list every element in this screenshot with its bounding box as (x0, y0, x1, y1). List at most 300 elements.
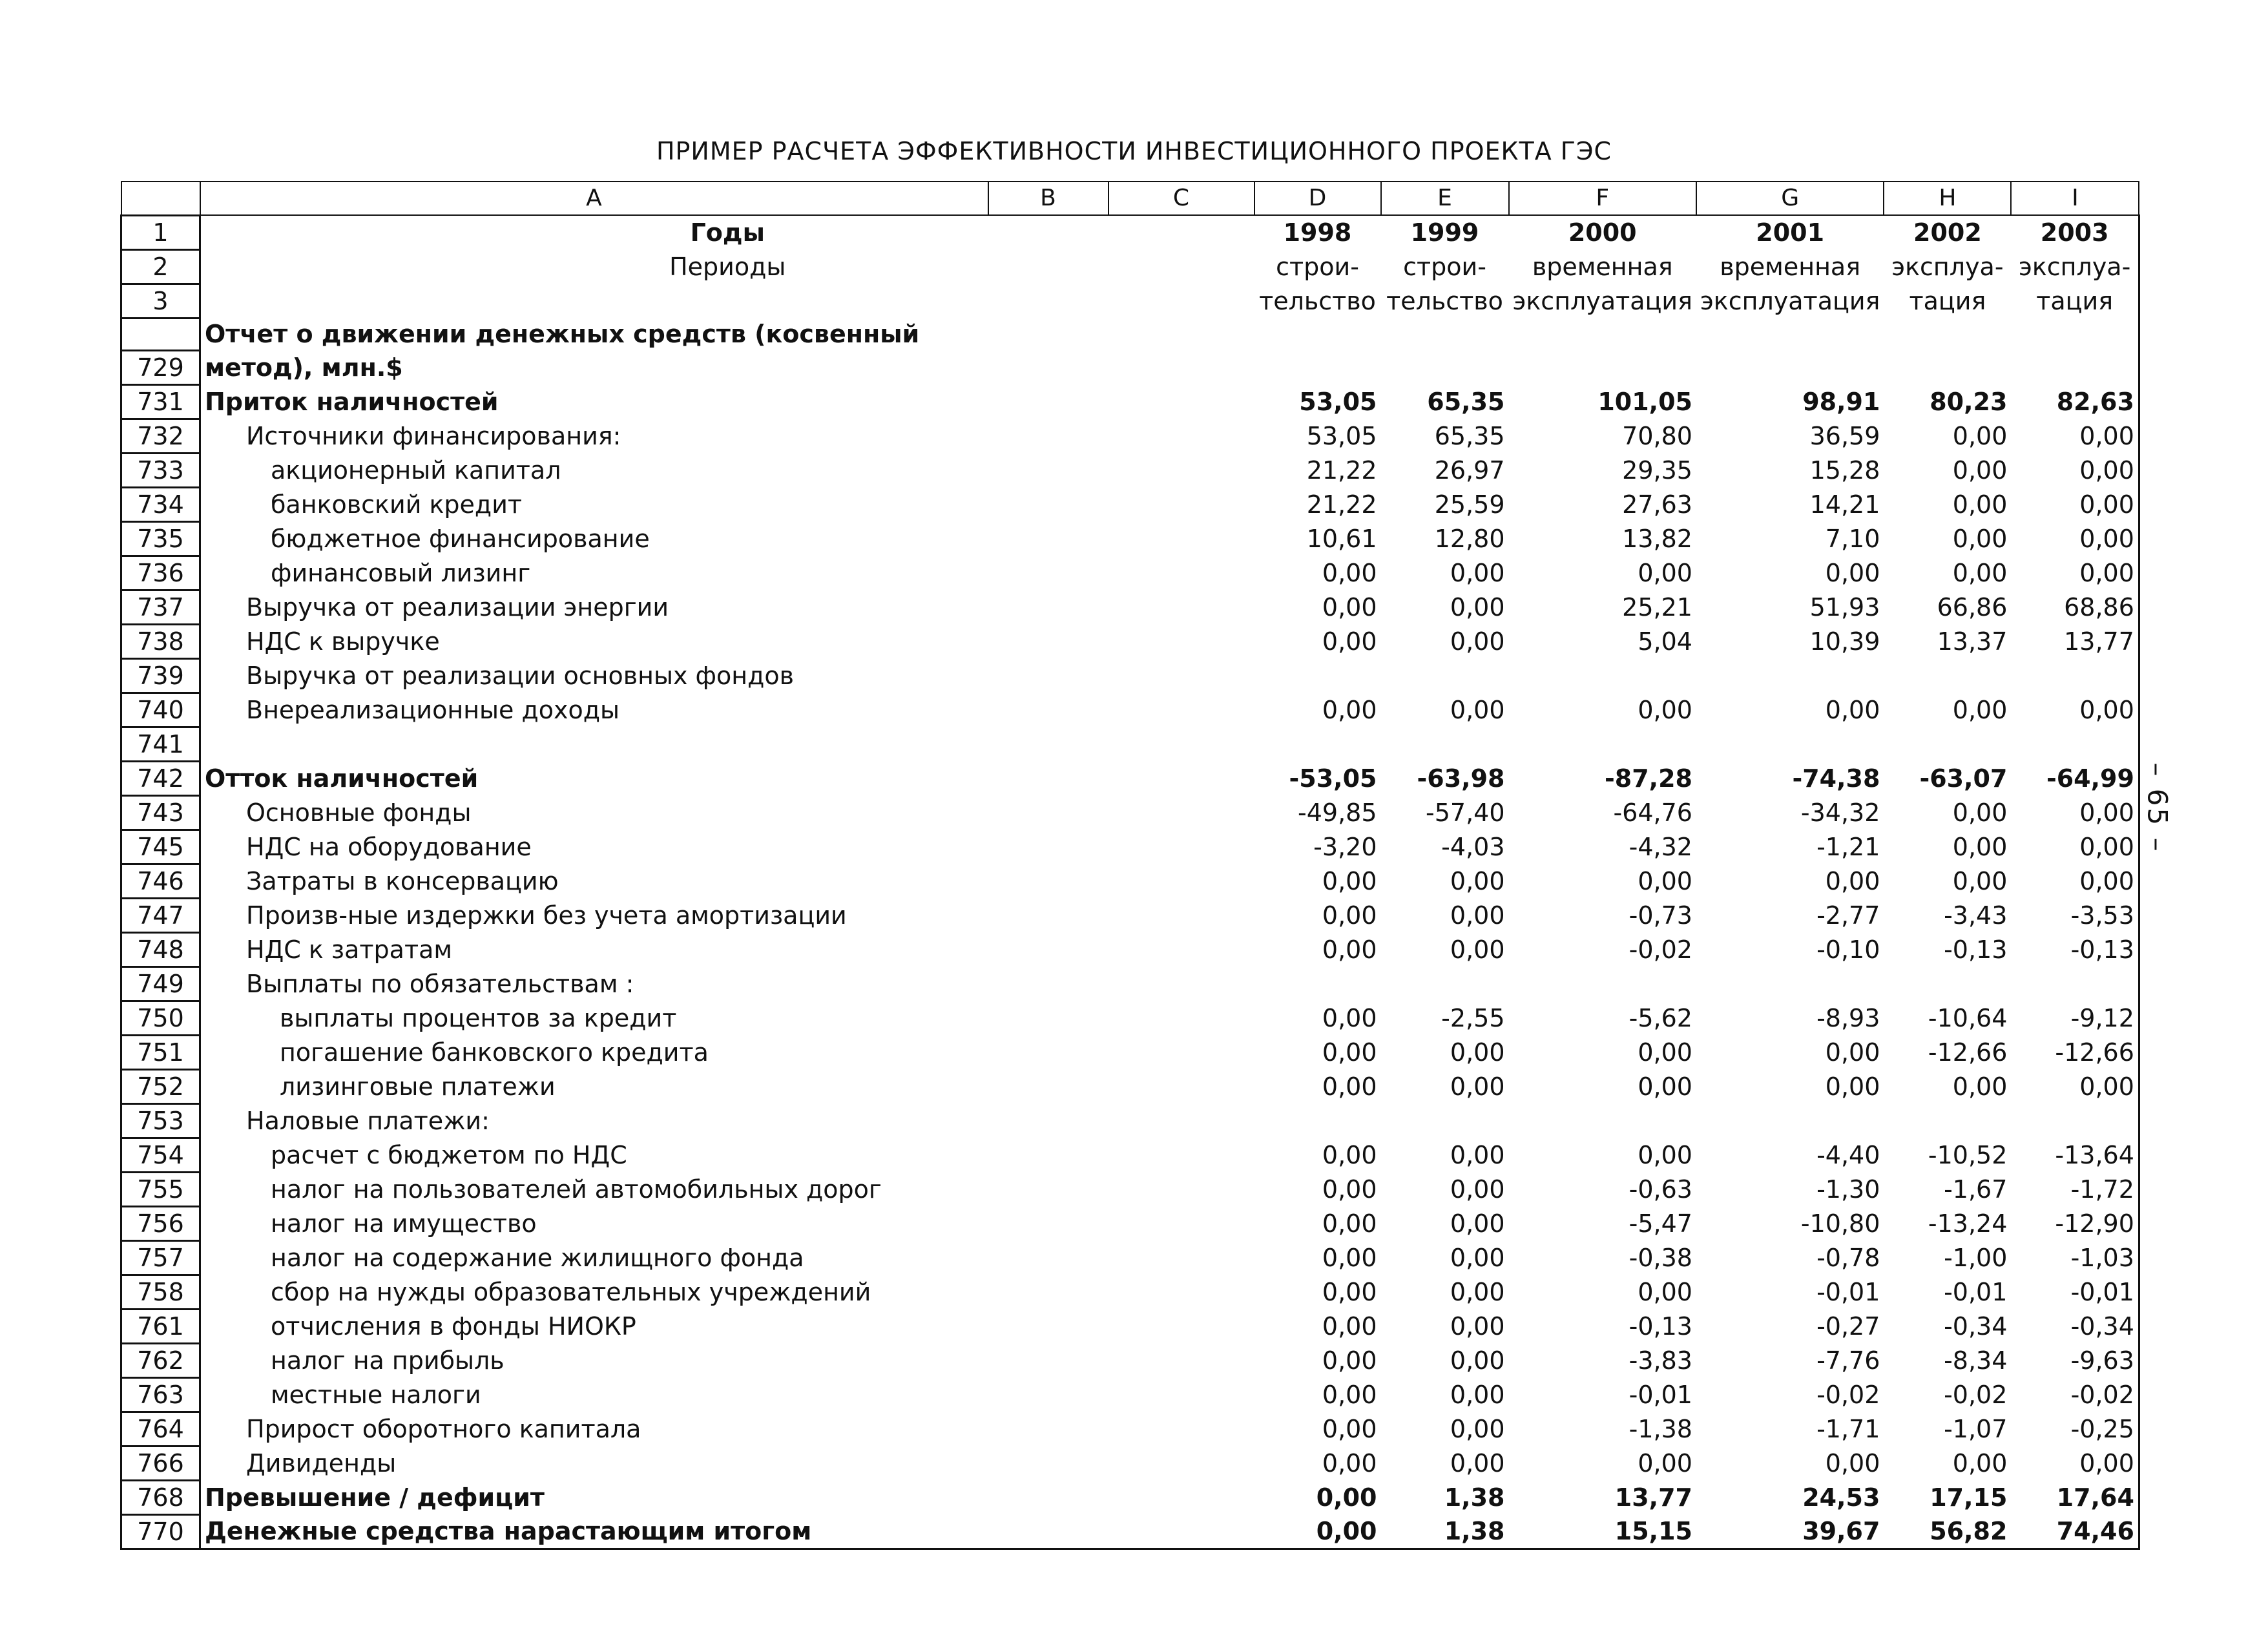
value-cell[interactable]: -0,34 (2011, 1309, 2139, 1343)
value-cell[interactable]: -5,47 (1628, 1209, 1692, 1238)
value-cell[interactable]: 98,91 (1802, 387, 1880, 416)
column-header-i[interactable]: I (2011, 182, 2139, 215)
value-cell[interactable]: 0,00 (1450, 1414, 1505, 1443)
value-cell[interactable]: 2001 (1756, 218, 1825, 247)
value-cell[interactable] (1509, 350, 1696, 384)
row-label[interactable]: отчисления в фонды НИОКР (200, 1309, 1254, 1343)
value-cell[interactable]: эксплуа- (1891, 252, 2004, 281)
value-cell[interactable]: 0,00 (2011, 864, 2139, 898)
value-cell[interactable]: 0,00 (1322, 1140, 1377, 1169)
value-cell[interactable]: -63,07 (1919, 764, 2008, 793)
row-label[interactable]: погашение банковского кредита (200, 1035, 1254, 1069)
row-number[interactable]: 745 (121, 830, 200, 864)
row-label[interactable]: налог на прибыль (200, 1343, 1254, 1377)
row-label[interactable]: финансовый лизинг (200, 556, 1254, 590)
value-cell[interactable]: -0,02 (2011, 1377, 2139, 1412)
value-cell[interactable]: 0,00 (1638, 695, 1692, 724)
value-cell[interactable]: -3,83 (1628, 1346, 1692, 1375)
row-number[interactable]: 752 (121, 1069, 200, 1103)
value-cell[interactable]: 10,39 (1809, 627, 1880, 656)
value-cell[interactable]: -64,76 (1613, 798, 1692, 827)
row-label[interactable]: Выручка от реализации основных фондов (200, 658, 1254, 693)
value-cell[interactable]: 56,82 (1884, 1514, 2011, 1549)
value-cell[interactable] (2011, 658, 2139, 693)
value-cell[interactable]: 0,00 (1825, 1038, 1880, 1067)
value-cell[interactable]: 0,00 (1322, 901, 1377, 930)
value-cell[interactable]: 0,00 (1322, 1380, 1377, 1409)
value-cell[interactable]: 0,00 (1450, 1140, 1505, 1169)
value-cell[interactable]: -3,43 (1944, 901, 2008, 930)
column-header-c[interactable]: C (1108, 182, 1254, 215)
value-cell[interactable]: -1,72 (2011, 1172, 2139, 1206)
value-cell[interactable]: -1,00 (1944, 1243, 2008, 1272)
value-cell[interactable]: тельство (1259, 286, 1376, 315)
value-cell[interactable]: -0,01 (1628, 1380, 1692, 1409)
row-number[interactable]: 755 (121, 1172, 200, 1206)
row-label[interactable]: Превышение / дефицит (200, 1480, 1254, 1514)
value-cell[interactable]: 0,00 (1254, 1514, 1381, 1549)
value-cell[interactable]: 0,00 (1322, 1003, 1377, 1032)
value-cell[interactable]: -1,30 (1816, 1175, 1880, 1204)
value-cell[interactable]: 1,38 (1381, 1514, 1509, 1549)
value-cell[interactable]: 0,00 (1322, 1209, 1377, 1238)
row-label[interactable] (200, 727, 1254, 761)
value-cell[interactable] (1254, 318, 1381, 350)
value-cell[interactable]: 0,00 (2011, 487, 2139, 521)
value-cell[interactable] (1696, 350, 1884, 384)
value-cell[interactable]: 0,00 (1322, 695, 1377, 724)
column-header-g[interactable]: G (1696, 182, 1884, 215)
value-cell[interactable]: 0,00 (1322, 1346, 1377, 1375)
value-cell[interactable]: 24,53 (1802, 1483, 1880, 1512)
row-label[interactable]: НДС к затратам (200, 932, 1254, 966)
value-cell[interactable]: -53,05 (1289, 764, 1377, 793)
row-number[interactable]: 747 (121, 898, 200, 932)
row-number[interactable]: 734 (121, 487, 200, 521)
row-number[interactable]: 750 (121, 1001, 200, 1035)
value-cell[interactable]: 0,00 (1450, 1243, 1505, 1272)
value-cell[interactable]: 25,21 (1622, 592, 1692, 621)
value-cell[interactable]: 0,00 (1322, 1175, 1377, 1204)
row-number[interactable]: 763 (121, 1377, 200, 1412)
value-cell[interactable]: -63,98 (1417, 764, 1505, 793)
value-cell[interactable]: 0,00 (1316, 1483, 1377, 1512)
value-cell[interactable]: -0,73 (1628, 901, 1692, 930)
value-cell[interactable]: 0,00 (2011, 1069, 2139, 1103)
value-cell[interactable]: 0,00 (1450, 1311, 1505, 1341)
value-cell[interactable]: 80,23 (1930, 387, 2008, 416)
value-cell[interactable]: 0,00 (1322, 592, 1377, 621)
value-cell[interactable] (1381, 727, 1509, 761)
value-cell[interactable]: 0,00 (1322, 627, 1377, 656)
value-cell[interactable] (1696, 318, 1884, 350)
row-label[interactable]: Дивиденды (200, 1446, 1254, 1480)
value-cell[interactable]: 5,04 (1638, 627, 1692, 656)
value-cell[interactable]: 0,00 (1952, 524, 2008, 553)
value-cell[interactable]: -1,67 (1944, 1175, 2008, 1204)
value-cell[interactable]: -0,25 (2011, 1412, 2139, 1446)
row-number[interactable]: 748 (121, 932, 200, 966)
value-cell[interactable] (1254, 350, 1381, 384)
value-cell[interactable]: 0,00 (1450, 627, 1505, 656)
value-cell[interactable]: -1,38 (1628, 1414, 1692, 1443)
value-cell[interactable]: 0,00 (2011, 1446, 2139, 1480)
value-cell[interactable]: -1,03 (2011, 1240, 2139, 1275)
value-cell[interactable]: 0,00 (1638, 558, 1692, 587)
value-cell[interactable]: 0,00 (1952, 1448, 2008, 1478)
row-label[interactable]: бюджетное финансирование (200, 521, 1254, 556)
value-cell[interactable]: -7,76 (1816, 1346, 1880, 1375)
value-cell[interactable] (1254, 1103, 1381, 1138)
value-cell[interactable]: 13,77 (1614, 1483, 1692, 1512)
value-cell[interactable] (1696, 727, 1884, 761)
row-number[interactable]: 770 (121, 1514, 200, 1549)
value-cell[interactable]: -3,53 (2011, 898, 2139, 932)
value-cell[interactable]: 2000 (1568, 218, 1637, 247)
row-label[interactable]: Периоды (200, 249, 1254, 284)
row-label[interactable]: НДС к выручке (200, 624, 1254, 658)
row-number[interactable]: 729 (121, 350, 200, 384)
value-cell[interactable] (1884, 658, 2011, 693)
value-cell[interactable]: -1,21 (1816, 832, 1880, 861)
row-label[interactable]: Внереализационные доходы (200, 693, 1254, 727)
value-cell[interactable]: 2003 (2011, 215, 2139, 249)
value-cell[interactable]: -12,66 (1928, 1038, 2008, 1067)
value-cell[interactable]: -57,40 (1426, 798, 1505, 827)
value-cell[interactable]: 0,00 (1450, 558, 1505, 587)
row-label[interactable]: метод), млн.$ (200, 350, 1254, 384)
value-cell[interactable]: 0,00 (1450, 695, 1505, 724)
value-cell[interactable]: 66,86 (1937, 592, 2008, 621)
value-cell[interactable] (1381, 966, 1509, 1001)
value-cell[interactable]: 12,80 (1434, 524, 1505, 553)
value-cell[interactable] (1254, 658, 1381, 693)
value-cell[interactable]: -2,55 (1441, 1003, 1505, 1032)
row-number[interactable]: 732 (121, 419, 200, 453)
value-cell[interactable]: 39,67 (1696, 1514, 1884, 1549)
value-cell[interactable]: -10,52 (1928, 1140, 2008, 1169)
value-cell[interactable]: -4,32 (1628, 832, 1692, 861)
row-label[interactable]: Источники финансирования: (200, 419, 1254, 453)
value-cell[interactable] (2011, 350, 2139, 384)
row-label[interactable]: Произв-ные издержки без учета амортизации (200, 898, 1254, 932)
value-cell[interactable] (2011, 1103, 2139, 1138)
value-cell[interactable]: 21,22 (1306, 490, 1377, 519)
value-cell[interactable]: 21,22 (1306, 455, 1377, 485)
row-number[interactable]: 749 (121, 966, 200, 1001)
value-cell[interactable]: тельство (1386, 286, 1503, 315)
value-cell[interactable] (1381, 318, 1509, 350)
value-cell[interactable]: -10,80 (1800, 1209, 1880, 1238)
value-cell[interactable]: -74,38 (1792, 764, 1880, 793)
value-cell[interactable] (1381, 658, 1509, 693)
row-label[interactable]: НДС на оборудование (200, 830, 1254, 864)
value-cell[interactable]: 0,00 (1450, 1277, 1505, 1306)
row-label[interactable]: выплаты процентов за кредит (200, 1001, 1254, 1035)
value-cell[interactable]: 0,00 (2011, 693, 2139, 727)
value-cell[interactable]: 36,59 (1809, 421, 1880, 450)
row-number[interactable]: 742 (121, 761, 200, 795)
value-cell[interactable]: -0,34 (1944, 1311, 2008, 1341)
value-cell[interactable]: 0,00 (1450, 592, 1505, 621)
value-cell[interactable]: 0,00 (1952, 832, 2008, 861)
value-cell[interactable]: -9,12 (2011, 1001, 2139, 1035)
value-cell[interactable]: 0,00 (1322, 1311, 1377, 1341)
value-cell[interactable]: 0,00 (1952, 421, 2008, 450)
value-cell[interactable]: -1,07 (1944, 1414, 2008, 1443)
row-number[interactable]: 764 (121, 1412, 200, 1446)
row-number[interactable]: 756 (121, 1206, 200, 1240)
value-cell[interactable]: -2,77 (1816, 901, 1880, 930)
value-cell[interactable]: 0,00 (1322, 1038, 1377, 1067)
row-number[interactable]: 761 (121, 1309, 200, 1343)
row-number[interactable]: 766 (121, 1446, 200, 1480)
row-label[interactable] (200, 284, 1254, 318)
value-cell[interactable]: 0,00 (1825, 558, 1880, 587)
value-cell[interactable]: -0,13 (1628, 1311, 1692, 1341)
value-cell[interactable]: -9,63 (2011, 1343, 2139, 1377)
value-cell[interactable]: -49,85 (1298, 798, 1377, 827)
value-cell[interactable]: 15,28 (1809, 455, 1880, 485)
row-label[interactable]: Денежные средства нарастающим итогом (200, 1514, 1254, 1549)
column-header-b[interactable]: B (988, 182, 1108, 215)
value-cell[interactable]: 7,10 (1825, 524, 1880, 553)
row-number[interactable]: 736 (121, 556, 200, 590)
row-number[interactable]: 738 (121, 624, 200, 658)
value-cell[interactable]: 0,00 (1322, 558, 1377, 587)
corner-cell[interactable] (121, 182, 200, 215)
column-header-f[interactable]: F (1509, 182, 1696, 215)
row-label[interactable]: сбор на нужды образовательных учреждений (200, 1275, 1254, 1309)
value-cell[interactable]: 0,00 (1638, 1448, 1692, 1478)
value-cell[interactable] (1509, 966, 1696, 1001)
row-number[interactable]: 751 (121, 1035, 200, 1069)
value-cell[interactable]: 0,00 (1450, 1175, 1505, 1204)
row-number[interactable]: 3 (121, 284, 200, 318)
value-cell[interactable]: -4,03 (1441, 832, 1505, 861)
value-cell[interactable]: -0,78 (1816, 1243, 1880, 1272)
value-cell[interactable]: 74,46 (2011, 1514, 2139, 1549)
row-label[interactable]: лизинговые платежи (200, 1069, 1254, 1103)
row-number[interactable]: 740 (121, 693, 200, 727)
row-label[interactable]: налог на содержание жилищного фонда (200, 1240, 1254, 1275)
value-cell[interactable]: 0,00 (1638, 866, 1692, 895)
value-cell[interactable]: 0,00 (1825, 1448, 1880, 1478)
value-cell[interactable]: -64,99 (2011, 761, 2139, 795)
value-cell[interactable]: 0,00 (1952, 866, 2008, 895)
value-cell[interactable]: -0,63 (1628, 1175, 1692, 1204)
column-header-e[interactable]: E (1381, 182, 1509, 215)
value-cell[interactable]: 0,00 (1952, 798, 2008, 827)
value-cell[interactable] (1509, 1103, 1696, 1138)
value-cell[interactable]: -0,01 (2011, 1275, 2139, 1309)
row-number[interactable]: 746 (121, 864, 200, 898)
value-cell[interactable]: 70,80 (1622, 421, 1692, 450)
value-cell[interactable]: эксплуатация (1512, 286, 1692, 315)
value-cell[interactable]: -0,02 (1816, 1380, 1880, 1409)
value-cell[interactable] (1696, 1103, 1884, 1138)
value-cell[interactable] (1884, 727, 2011, 761)
value-cell[interactable] (2011, 727, 2139, 761)
row-number[interactable] (121, 318, 200, 350)
value-cell[interactable]: 27,63 (1622, 490, 1692, 519)
value-cell[interactable] (1884, 966, 2011, 1001)
value-cell[interactable]: 17,64 (2011, 1480, 2139, 1514)
value-cell[interactable]: временная (1532, 252, 1673, 281)
value-cell[interactable]: 0,00 (2011, 453, 2139, 487)
value-cell[interactable]: 0,00 (1952, 695, 2008, 724)
value-cell[interactable]: -87,28 (1604, 764, 1692, 793)
value-cell[interactable]: 101,05 (1597, 387, 1692, 416)
value-cell[interactable]: 0,00 (1322, 1072, 1377, 1101)
value-cell[interactable] (1254, 727, 1381, 761)
value-cell[interactable] (1884, 350, 2011, 384)
value-cell[interactable]: -8,93 (1816, 1003, 1880, 1032)
value-cell[interactable]: 0,00 (2011, 521, 2139, 556)
value-cell[interactable]: 0,00 (1638, 1038, 1692, 1067)
value-cell[interactable]: -4,40 (1816, 1140, 1880, 1169)
value-cell[interactable]: 25,59 (1434, 490, 1505, 519)
row-label[interactable]: Приток наличностей (200, 384, 1254, 419)
value-cell[interactable]: 0,00 (1638, 1140, 1692, 1169)
value-cell[interactable]: 0,00 (1450, 1346, 1505, 1375)
value-cell[interactable]: 26,97 (1434, 455, 1505, 485)
value-cell[interactable]: 0,00 (1450, 1072, 1505, 1101)
value-cell[interactable]: 0,00 (1450, 1209, 1505, 1238)
row-number[interactable]: 762 (121, 1343, 200, 1377)
value-cell[interactable] (1696, 966, 1884, 1001)
value-cell[interactable]: 82,63 (2011, 384, 2139, 419)
value-cell[interactable]: 1,38 (1444, 1483, 1505, 1512)
value-cell[interactable]: 10,61 (1306, 524, 1377, 553)
value-cell[interactable]: строи- (1403, 252, 1486, 281)
value-cell[interactable]: 53,05 (1306, 421, 1377, 450)
row-label[interactable]: Выплаты по обязательствам : (200, 966, 1254, 1001)
value-cell[interactable]: -10,64 (1928, 1003, 2008, 1032)
column-header-h[interactable]: H (1884, 182, 2011, 215)
row-label[interactable]: Годы (200, 215, 1254, 249)
value-cell[interactable]: 0,00 (1450, 935, 1505, 964)
value-cell[interactable]: 0,00 (1450, 866, 1505, 895)
value-cell[interactable]: 0,00 (1638, 1072, 1692, 1101)
value-cell[interactable]: 0,00 (1322, 1448, 1377, 1478)
value-cell[interactable] (2011, 318, 2139, 350)
value-cell[interactable]: 51,93 (1809, 592, 1880, 621)
value-cell[interactable]: -0,02 (1628, 935, 1692, 964)
row-number[interactable]: 2 (121, 249, 200, 284)
value-cell[interactable]: 2002 (1913, 218, 1982, 247)
value-cell[interactable] (1509, 318, 1696, 350)
value-cell[interactable]: 1999 (1410, 218, 1479, 247)
row-label[interactable]: налог на имущество (200, 1206, 1254, 1240)
value-cell[interactable]: -0,01 (1944, 1277, 2008, 1306)
value-cell[interactable]: эксплуа- (2011, 249, 2139, 284)
value-cell[interactable] (1381, 350, 1509, 384)
value-cell[interactable] (2011, 966, 2139, 1001)
value-cell[interactable] (1509, 658, 1696, 693)
value-cell[interactable]: 13,77 (2011, 624, 2139, 658)
value-cell[interactable]: 0,00 (1638, 1277, 1692, 1306)
value-cell[interactable]: тация (1909, 286, 1986, 315)
value-cell[interactable]: 0,00 (1322, 935, 1377, 964)
value-cell[interactable]: 13,37 (1937, 627, 2008, 656)
row-label[interactable]: местные налоги (200, 1377, 1254, 1412)
value-cell[interactable]: -5,62 (1628, 1003, 1692, 1032)
value-cell[interactable]: -13,64 (2011, 1138, 2139, 1172)
row-label[interactable]: Прирост оборотного капитала (200, 1412, 1254, 1446)
value-cell[interactable]: 65,35 (1434, 421, 1505, 450)
value-cell[interactable]: -0,10 (1816, 935, 1880, 964)
value-cell[interactable]: -12,90 (2011, 1206, 2139, 1240)
value-cell[interactable]: -1,71 (1816, 1414, 1880, 1443)
row-label[interactable]: Затраты в консервацию (200, 864, 1254, 898)
row-number[interactable]: 753 (121, 1103, 200, 1138)
row-number[interactable]: 731 (121, 384, 200, 419)
value-cell[interactable] (1381, 1103, 1509, 1138)
value-cell[interactable]: 0,00 (1952, 490, 2008, 519)
row-number[interactable]: 743 (121, 795, 200, 830)
value-cell[interactable]: 14,21 (1809, 490, 1880, 519)
value-cell[interactable]: 0,00 (1322, 1414, 1377, 1443)
value-cell[interactable]: -0,38 (1628, 1243, 1692, 1272)
value-cell[interactable]: 0,00 (1322, 866, 1377, 895)
row-label[interactable]: налог на пользователей автомобильных дорог (200, 1172, 1254, 1206)
value-cell[interactable]: 0,00 (2011, 556, 2139, 590)
row-label[interactable]: Выручка от реализации энергии (200, 590, 1254, 624)
row-number[interactable]: 741 (121, 727, 200, 761)
value-cell[interactable]: 0,00 (1825, 695, 1880, 724)
value-cell[interactable]: 13,82 (1622, 524, 1692, 553)
value-cell[interactable]: 0,00 (1322, 1277, 1377, 1306)
value-cell[interactable]: -3,20 (1313, 832, 1377, 861)
row-label[interactable]: банковский кредит (200, 487, 1254, 521)
row-number[interactable]: 733 (121, 453, 200, 487)
value-cell[interactable]: 17,15 (1930, 1483, 2008, 1512)
value-cell[interactable]: 0,00 (1952, 558, 2008, 587)
value-cell[interactable]: 65,35 (1427, 387, 1505, 416)
value-cell[interactable] (1884, 1103, 2011, 1138)
value-cell[interactable]: 0,00 (1825, 1072, 1880, 1101)
value-cell[interactable]: 53,05 (1299, 387, 1377, 416)
value-cell[interactable]: 0,00 (2011, 830, 2139, 864)
row-number[interactable]: 735 (121, 521, 200, 556)
value-cell[interactable]: -12,66 (2011, 1035, 2139, 1069)
value-cell[interactable] (1254, 966, 1381, 1001)
value-cell[interactable]: -34,32 (1800, 798, 1880, 827)
value-cell[interactable]: строи- (1276, 252, 1359, 281)
row-number[interactable]: 739 (121, 658, 200, 693)
row-label[interactable]: Основные фонды (200, 795, 1254, 830)
value-cell[interactable]: -8,34 (1944, 1346, 2008, 1375)
row-label[interactable]: акционерный капитал (200, 453, 1254, 487)
value-cell[interactable]: тация (2011, 284, 2139, 318)
value-cell[interactable]: 0,00 (1450, 901, 1505, 930)
row-label[interactable]: Наловые платежи: (200, 1103, 1254, 1138)
value-cell[interactable]: временная (1720, 252, 1861, 281)
value-cell[interactable]: 0,00 (1322, 1243, 1377, 1272)
value-cell[interactable]: -0,27 (1816, 1311, 1880, 1341)
row-label[interactable]: расчет с бюджетом по НДС (200, 1138, 1254, 1172)
row-number[interactable]: 737 (121, 590, 200, 624)
value-cell[interactable]: -13,24 (1928, 1209, 2008, 1238)
value-cell[interactable] (1509, 727, 1696, 761)
row-number[interactable]: 754 (121, 1138, 200, 1172)
value-cell[interactable]: 0,00 (2011, 419, 2139, 453)
value-cell[interactable] (1696, 658, 1884, 693)
value-cell[interactable]: эксплуатация (1700, 286, 1880, 315)
value-cell[interactable]: 68,86 (2011, 590, 2139, 624)
row-number[interactable]: 758 (121, 1275, 200, 1309)
